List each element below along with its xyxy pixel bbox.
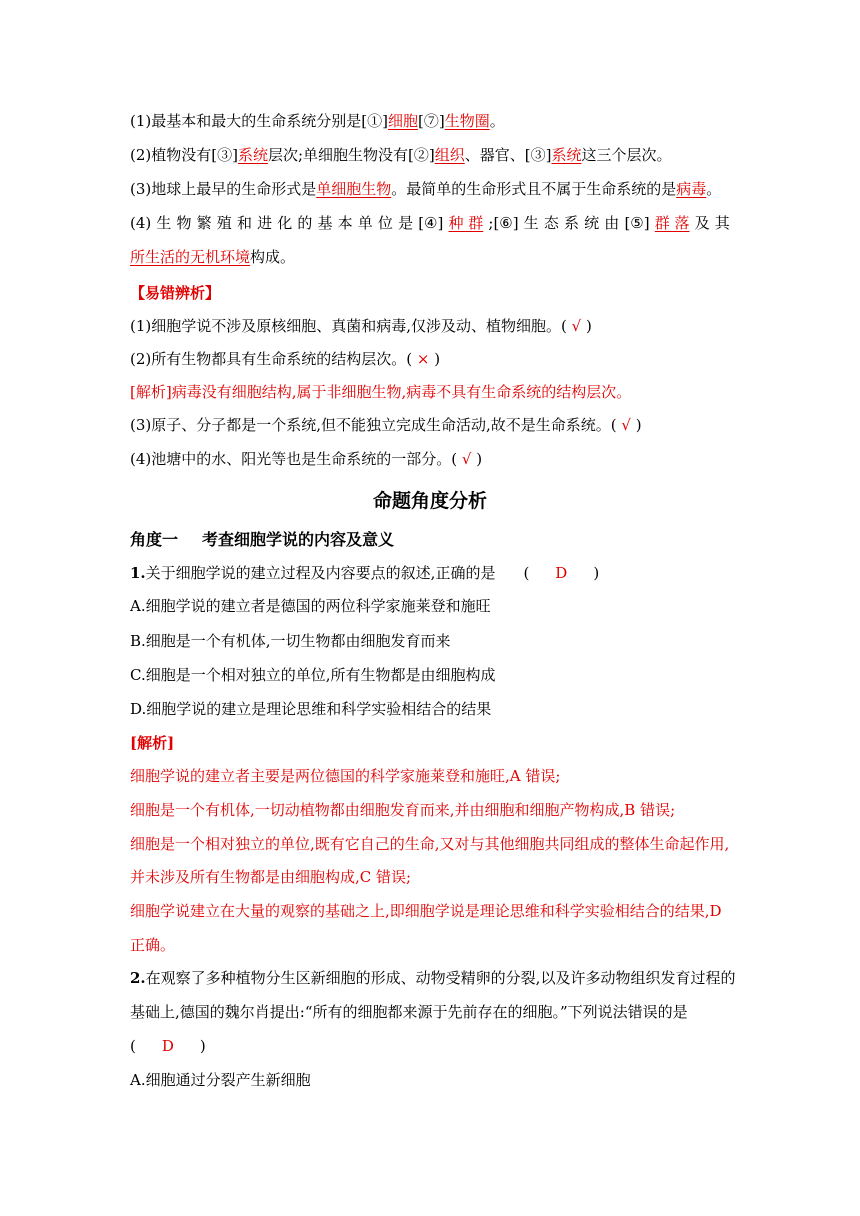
answer-blank: 细胞: [387, 112, 418, 130]
check-mark: √: [616, 416, 636, 434]
error-item-1: [130, 315, 730, 337]
text: 。: [706, 180, 722, 198]
question-1-stem: [130, 562, 730, 584]
cross-mark: ×: [412, 350, 435, 368]
question-number: 2.: [130, 969, 146, 987]
text: 生: [156, 214, 172, 232]
check-mark: √: [457, 450, 477, 468]
text: 物: [176, 214, 192, 232]
error-explanation: [解析]病毒没有细胞结构,属于非细胞生物,病毒不具有生命系统的结构层次。: [130, 383, 632, 401]
answer-blank: 组织: [434, 146, 465, 164]
paren-open: (: [130, 1037, 136, 1055]
text: 单: [357, 214, 373, 232]
text: 由: [604, 214, 620, 232]
option-a: A.细胞学说的建立者是德国的两位科学家施莱登和施旺: [130, 597, 491, 615]
text: 和: [236, 214, 252, 232]
text: (1)细胞学说不涉及原核细胞、真菌和病毒,仅涉及动、植物细胞。(: [130, 317, 567, 335]
text: (2)所有生物都具有生命系统的结构层次。(: [130, 350, 413, 368]
text: 态: [543, 214, 559, 232]
check-mark: √: [566, 317, 586, 335]
answer-blank: 群 落: [654, 214, 690, 232]
text: (2)植物没有[③]: [130, 146, 238, 164]
review-line-1: [130, 110, 730, 132]
text: (1)最基本和最大的生命系统分别是[①]: [130, 112, 388, 130]
text: (3)地球上最早的生命形式是: [130, 180, 317, 198]
error-item-4: [130, 448, 730, 470]
text: ): [434, 350, 441, 368]
text: [⑤]: [624, 214, 650, 232]
text: 位: [377, 214, 393, 232]
review-line-4: [130, 212, 730, 234]
analysis-label: [解析]: [130, 734, 175, 752]
error-item-3: [130, 414, 730, 436]
text: 繁: [196, 214, 212, 232]
angle-heading: [130, 527, 394, 550]
question-text: 在观察了多种植物分生区新细胞的形成、动物受精卵的分裂,以及许多动物组织发育过程的: [145, 969, 736, 987]
text: 及: [694, 214, 710, 232]
text: (4): [130, 214, 152, 232]
angle-label: 角度一: [130, 530, 179, 549]
analysis-line: 细胞是一个相对独立的单位,既有它自己的生命,又对与其他细胞共同组成的整体生命起作用,: [130, 835, 730, 853]
text: [⑦]: [417, 112, 445, 130]
text: 的: [297, 214, 313, 232]
text: [④]: [418, 214, 444, 232]
text: 系: [564, 214, 580, 232]
text: 本: [337, 214, 353, 232]
section-title: 命题角度分析: [372, 490, 487, 512]
paren-open: (: [523, 564, 530, 582]
paren-close: ): [593, 564, 600, 582]
text: ): [476, 450, 483, 468]
error-item-2: [130, 348, 730, 370]
angle-title: 考查细胞学说的内容及意义: [202, 530, 395, 549]
answer-blank: 病毒: [676, 180, 707, 198]
answer-blank: 所生活的无机环境: [130, 248, 251, 266]
text: 统: [584, 214, 600, 232]
text: ;[⑥]: [488, 214, 519, 232]
analysis-line: 细胞学说的建立者主要是两位德国的科学家施莱登和施旺,A 错误;: [130, 767, 561, 785]
review-line-2: [130, 144, 730, 166]
question-2-answer-line: [130, 1035, 730, 1057]
text: 。最简单的生命形式且不属于生命系统的是: [391, 180, 677, 198]
question-2-stem-line-1: [130, 967, 736, 989]
answer: D: [555, 564, 568, 582]
analysis-line: 正确。: [130, 936, 176, 954]
text: ): [585, 317, 592, 335]
text: 进: [257, 214, 273, 232]
answer: D: [161, 1037, 174, 1055]
text: (3)原子、分子都是一个系统,但不能独立完成生命活动,故不是生命系统。(: [130, 416, 617, 434]
text: 其: [714, 214, 730, 232]
analysis-line: 并未涉及所有生物都是由细胞构成,C 错误;: [130, 868, 412, 886]
text: 生: [523, 214, 539, 232]
text: 。: [489, 112, 505, 130]
answer-blank: 系统: [551, 146, 582, 164]
text: 是: [398, 214, 414, 232]
text: ): [635, 416, 642, 434]
text: 层次;单细胞生物没有[②]: [267, 146, 435, 164]
analysis-line: 细胞是一个有机体,一切动植物都由细胞发育而来,并由细胞和细胞产物构成,B 错误;: [130, 801, 676, 819]
answer-blank: 生物圈: [444, 112, 490, 130]
text: 、器官、[③]: [464, 146, 552, 164]
text: (4)池塘中的水、阳光等也是生命系统的一部分。(: [130, 450, 458, 468]
text: 这三个层次。: [581, 146, 672, 164]
paren-close: ): [199, 1037, 206, 1055]
text: 基: [317, 214, 333, 232]
question-number: 1.: [130, 564, 146, 582]
option-a: A.细胞通过分裂产生新细胞: [130, 1071, 311, 1089]
option-b: B.细胞是一个有机体,一切生物都由细胞发育而来: [130, 632, 451, 650]
review-line-3: [130, 178, 730, 200]
error-section-title: 【易错辨析】: [130, 284, 221, 302]
review-line-5: [130, 246, 730, 268]
option-d: D.细胞学说的建立是理论思维和科学实验相结合的结果: [130, 700, 492, 718]
text: 构成。: [250, 248, 296, 266]
answer-blank: 种 群: [448, 214, 484, 232]
option-c: C.细胞是一个相对独立的单位,所有生物都是由细胞构成: [130, 666, 496, 684]
answer-blank: 单细胞生物: [316, 180, 392, 198]
text: 殖: [216, 214, 232, 232]
question-2-stem-line-2: 基础上,德国的魏尔肖提出:“所有的细胞都来源于先前存在的细胞。”下列说法错误的是: [130, 1003, 688, 1021]
question-text: 关于细胞学说的建立过程及内容要点的叙述,正确的是: [145, 564, 496, 582]
analysis-line: 细胞学说建立在大量的观察的基础之上,即细胞学说是理论思维和科学实验相结合的结果,D: [130, 902, 722, 920]
answer-blank: 系统: [237, 146, 268, 164]
text: 化: [277, 214, 293, 232]
